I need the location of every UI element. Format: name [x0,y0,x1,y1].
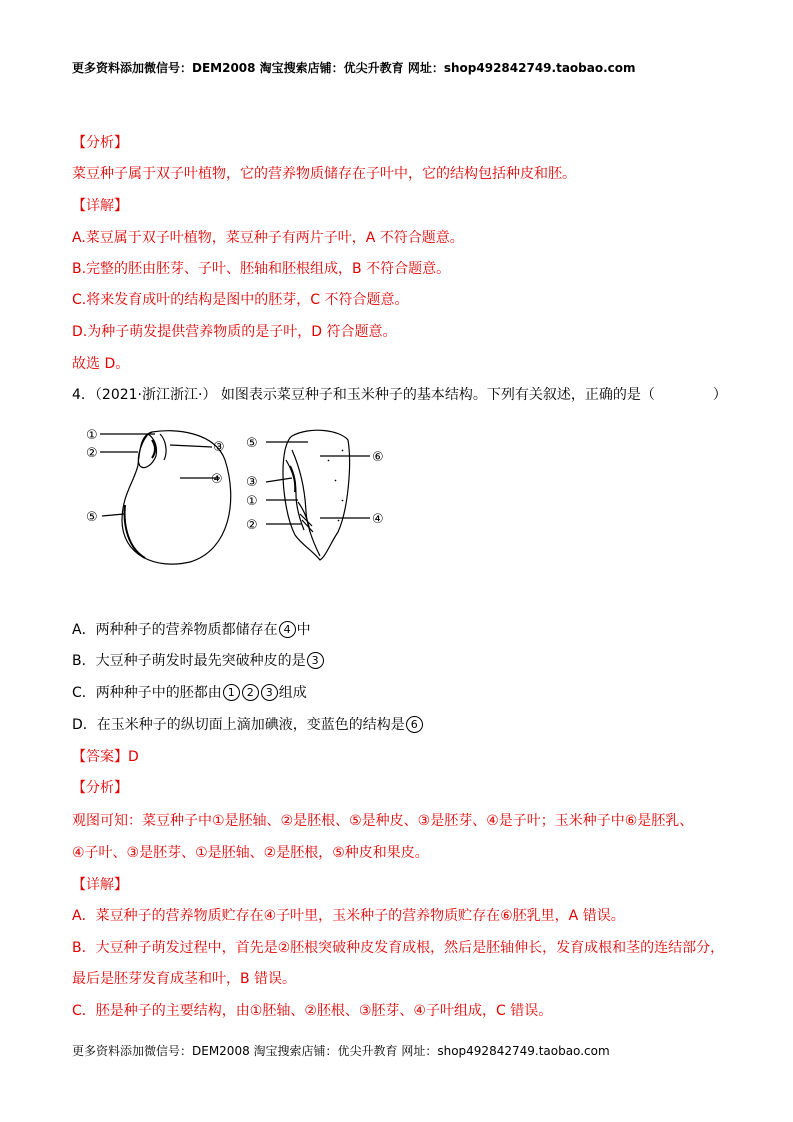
detail-line-a: A.菜豆属于双子叶植物，菜豆种子有两片子叶，A 不符合题意。 [72,230,464,246]
question-number: 4． [72,387,95,403]
detail2-b2: 最后是胚芽发育成茎和叶，B 错误。 [72,971,297,987]
bean-label-5: ⑤ [86,510,98,525]
bean-label-2: ② [86,446,98,461]
detail-line-c: C.将来发育成叶的结构是图中的胚芽，C 不符合题意。 [72,292,409,308]
option-b[interactable]: B．大豆种子萌发时最先突破种皮的是 3 [72,651,325,671]
bean-label-1: ① [86,428,98,443]
option-a[interactable]: A．两种种子的营养物质都储存在 4 中 [72,622,311,638]
bean-label-4: ④ [211,472,223,487]
corn-label-3: ③ [246,475,258,490]
question-stem: 4．（2021·浙江浙江·） 如图表示菜豆种子和玉米种子的基本结构。下列有关叙述，正确的是（ ） [72,387,727,403]
bean-embryo [138,434,156,468]
answer-line: 【答案】D [72,749,139,765]
detail2-a: A．菜豆种子的营养物质贮存在④子叶里，玉米种子的营养物质贮存在⑥胚乳里，A 错误。 [72,908,625,924]
page-footer: 更多资料添加微信号：DEM2008 淘宝搜索店铺：优尖升教育 网址：shop492842749.taobao.com [72,1044,610,1058]
corn-label-1: ① [246,494,258,509]
analysis-text: 菜豆种子属于双子叶植物，它的营养物质储存在子叶中，它的结构包括种皮和胚。 [72,166,576,182]
option-c[interactable]: C．两种种子中的胚都由 1 2 3 组成 [72,685,307,701]
corn-label-6: ⑥ [372,450,384,465]
analysis-tag: 【分析】 [72,135,128,151]
corn-label-2: ② [246,518,258,533]
question-text: 如图表示菜豆种子和玉米种子的基本结构。下列有关叙述，正确的是（ [220,387,655,403]
analysis2-line2: ④子叶、③是胚芽、①是胚轴、②是胚根，⑤种皮和果皮。 [72,845,429,861]
detail-tag: 【详解】 [72,198,128,214]
corn-seed-outline [283,430,349,560]
question-source: （2021·浙江浙江·） [94,387,217,403]
bean-label-3: ③ [213,440,225,455]
detail2-c: C．胚是种子的主要结构，由①胚轴、②胚根、③胚芽、④子叶组成，C 错误。 [72,1003,553,1019]
answer-value: D [128,749,139,765]
seed-diagram [80,420,400,580]
seed-figure [80,420,400,584]
option-d[interactable]: D．在玉米种子的纵切面上滴加碘液，变蓝色的结构是 6 [72,715,424,735]
choice-line: 故选 D。 [72,356,130,372]
page-header: 更多资料添加微信号：DEM2008 淘宝搜索店铺：优尖升教育 网址：shop492842749.taobao.com [72,61,636,75]
detail2-tag: 【详解】 [72,877,128,893]
analysis2-line1: 观图可知：菜豆种子中①是胚轴、②是胚根、⑤是种皮、③是胚芽、④是子叶；玉米种子中⑥是胚乳、 [72,813,694,829]
detail-line-b: B.完整的胚由胚芽、子叶、胚轴和胚根组成，B 不符合题意。 [72,261,451,277]
analysis2-tag: 【分析】 [72,780,128,796]
corn-label-4: ④ [372,512,384,527]
corn-label-5: ⑤ [246,436,258,451]
detail-line-d: D.为种子萌发提供营养物质的是子叶，D 符合题意。 [72,324,397,340]
detail2-b1: B．大豆种子萌发过程中，首先是②胚根突破种皮发育成根，然后是胚轴伸长，发育成根和茎的连结部分， [72,940,725,956]
